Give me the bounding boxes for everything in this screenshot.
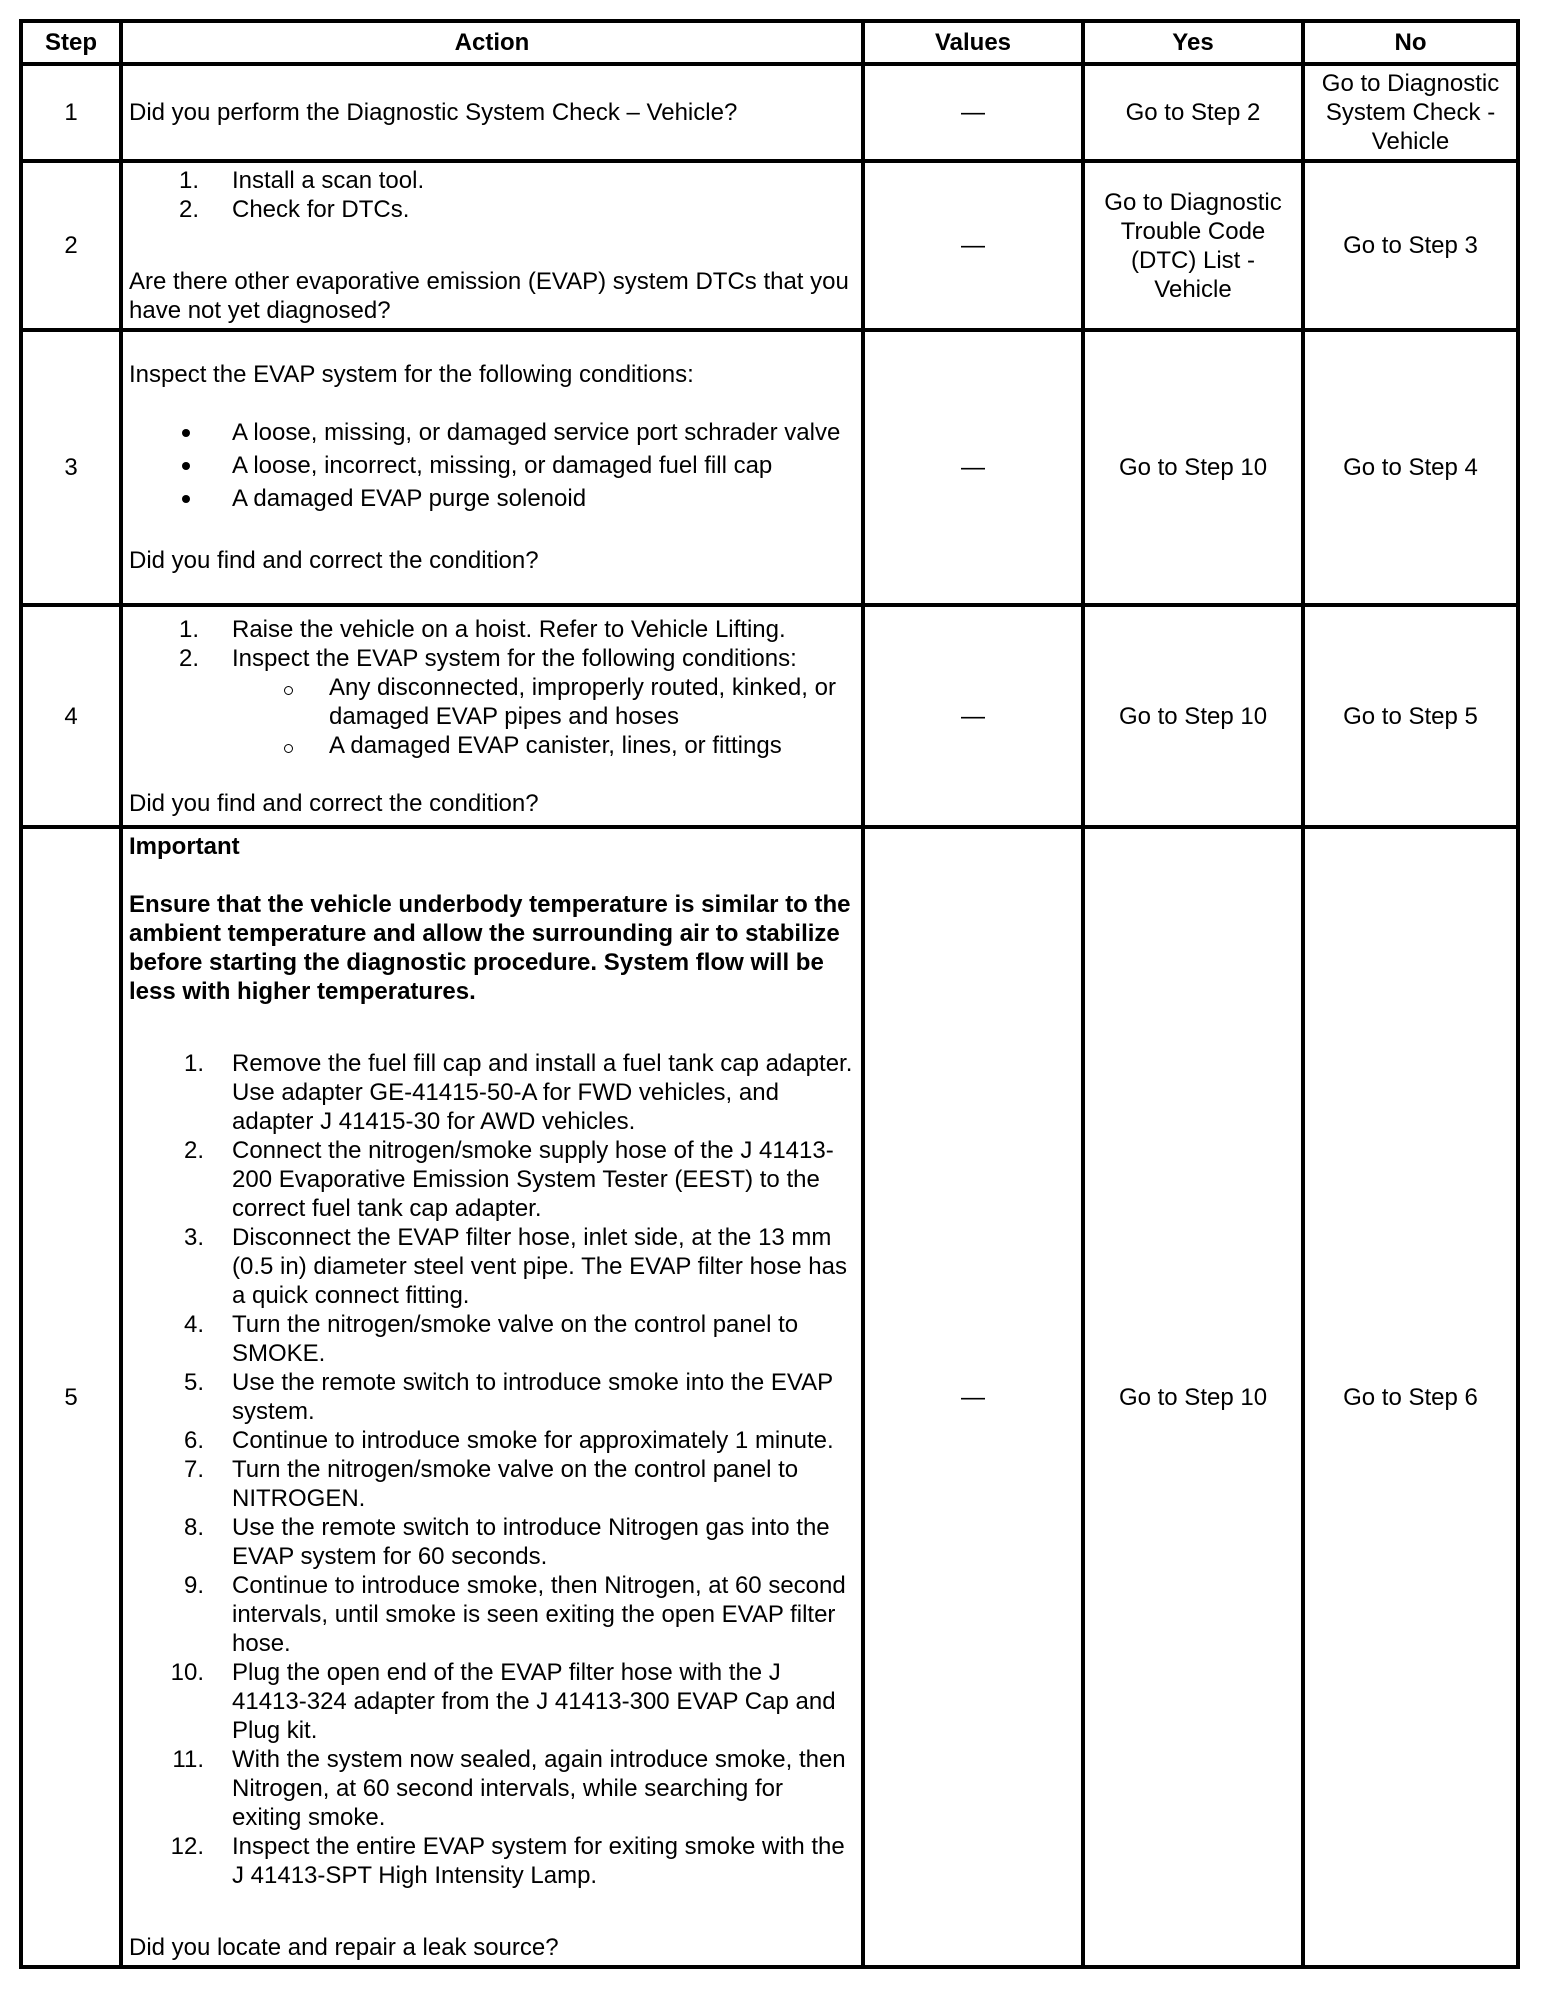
item-number: 9. [183,1572,204,1599]
action-question: Did you locate and repair a leak source? [129,1934,559,1961]
header-no: No [1303,21,1518,64]
important-note: Ensure that the vehicle underbody temperature is similar to the ambient temperature and allow the surrounding air to stabilize before starting the diagnostic procedure. System flow will be less with higher temperatures. [129,891,851,1005]
no-link[interactable]: Go to Step 4 [1303,330,1518,605]
item-number: 8. [183,1514,204,1541]
item-text: With the system now sealed, again introduce smoke, then Nitrogen, at 60 second intervals, while searching for exiting smoke. [232,1746,846,1831]
item-text: Turn the nitrogen/smoke valve on the control panel to SMOKE. [232,1311,799,1367]
item-number: 4. [183,1311,204,1338]
header-step: Step [21,21,121,64]
list-item [129,1426,855,1455]
list-item: A loose, incorrect, missing, or damaged fuel fill cap [129,451,855,480]
no-link[interactable]: Go to Step 5 [1303,605,1518,827]
action-question: Did you perform the Diagnostic System Check – Vehicle? [129,99,738,126]
table-row [21,605,1518,827]
item-text: Plug the open end of the EVAP filter hose with the J 41413-324 adapter from the J 41413-300 EVAP Cap and Plug kit. [232,1659,836,1744]
item-text: Continue to introduce smoke, then Nitrogen, at 60 second intervals, until smoke is seen exiting the open EVAP filter hose. [232,1572,846,1657]
condition-list [129,418,855,513]
action-cell [121,64,863,161]
value-cell: — [863,605,1083,827]
step-number: 4 [21,605,121,827]
header-row [21,21,1518,64]
header-values: Values [863,21,1083,64]
item-text: Use the remote switch to introduce smoke into the EVAP system. [232,1369,833,1425]
header-action: Action [121,21,863,64]
list-item [129,166,855,195]
yes-link[interactable]: Go to Step 10 [1083,330,1303,605]
action-cell [121,330,863,605]
yes-link[interactable]: Go to Step 10 [1083,827,1303,1967]
action-steps [129,166,855,224]
action-intro: Inspect the EVAP system for the following conditions: [129,361,694,388]
action-question: Did you find and correct the condition? [129,789,539,817]
item-number: 2. [183,1137,204,1164]
action-question: Are there other evaporative emission (EVAP) system DTCs that you have not yet diagnosed? [129,268,849,324]
list-item [129,1455,855,1513]
yes-link[interactable]: Go to Step 2 [1083,64,1303,161]
item-number: 7. [183,1456,204,1483]
list-item: A loose, missing, or damaged service port schrader valve [129,418,855,447]
list-item [129,1310,855,1368]
item-text: Connect the nitrogen/smoke supply hose of the J 41413-200 Evaporative Emission System Tester (EEST) to the correct fuel tank cap adapter. [232,1137,834,1222]
item-text: Inspect the entire EVAP system for exiting smoke with the J 41413-SPT High Intensity Lamp. [232,1833,845,1889]
sub-condition-list [129,673,855,760]
item-text: Turn the nitrogen/smoke valve on the control panel to NITROGEN. [232,1456,799,1512]
diagnostic-table [19,19,1520,1969]
table-row [21,161,1518,330]
item-number: 2. [178,196,199,223]
table-row [21,64,1518,161]
item-number: 12. [170,1833,204,1860]
action-cell [121,605,863,827]
no-link[interactable]: Go to Step 6 [1303,827,1518,1967]
header-yes: Yes [1083,21,1303,64]
list-item [129,1571,855,1658]
list-item [129,1223,855,1310]
important-label: Important [129,833,240,860]
item-text: Disconnect the EVAP filter hose, inlet side, at the 13 mm (0.5 in) diameter steel vent pipe. The EVAP filter hose has a quick connect fitting. [232,1224,847,1309]
item-number: 10. [170,1659,204,1686]
item-text: Use the remote switch to introduce Nitrogen gas into the EVAP system for 60 seconds. [232,1514,830,1570]
no-link[interactable]: Go to Step 3 [1303,161,1518,330]
value-cell: — [863,161,1083,330]
item-text: Remove the fuel fill cap and install a fuel tank cap adapter. Use adapter GE-41415-50-A for FWD vehicles, and adapter J 41415-30 for AWD vehicles. [232,1050,853,1135]
item-number: 5. [183,1369,204,1396]
step-number: 5 [21,827,121,1967]
step-number: 1 [21,64,121,161]
item-number: 1. [183,1050,204,1077]
value-cell: — [863,827,1083,1967]
action-cell [121,161,863,330]
list-item [129,1658,855,1745]
item-text: Check for DTCs. [232,196,410,223]
item-number: 6. [183,1427,204,1454]
value-cell: — [863,330,1083,605]
action-steps [129,1049,855,1890]
action-question: Did you find and correct the condition? [129,547,539,574]
list-item [129,615,855,644]
item-text: Continue to introduce smoke for approximately 1 minute. [232,1427,834,1454]
list-item [129,195,855,224]
list-item [129,1368,855,1426]
list-item [129,1832,855,1890]
no-link[interactable]: Go to Diagnostic System Check - Vehicle [1303,64,1518,161]
list-item: A damaged EVAP canister, lines, or fittings [129,731,855,760]
yes-link[interactable]: Go to Diagnostic Trouble Code (DTC) List - Vehicle [1083,161,1303,330]
item-number: 1. [178,167,199,194]
list-item: Any disconnected, improperly routed, kinked, or damaged EVAP pipes and hoses [129,673,855,731]
step-number: 3 [21,330,121,605]
item-number: 11. [172,1746,204,1773]
item-number: 3. [183,1224,204,1251]
action-cell [121,827,863,1967]
list-item: A damaged EVAP purge solenoid [129,484,855,513]
list-item [129,1745,855,1832]
step-number: 2 [21,161,121,330]
yes-link[interactable]: Go to Step 10 [1083,605,1303,827]
list-item [129,1513,855,1571]
list-item [129,1049,855,1136]
action-steps [129,615,855,673]
item-text: Inspect the EVAP system for the following conditions: [232,644,797,672]
list-item [129,1136,855,1223]
table-row [21,330,1518,605]
item-text: Install a scan tool. [232,167,425,194]
item-text: Raise the vehicle on a hoist. Refer to Vehicle Lifting. [232,615,786,643]
list-item [129,644,855,673]
item-number: 1. [178,615,199,643]
value-cell: — [863,64,1083,161]
table-row [21,827,1518,1967]
item-number: 2. [178,644,199,672]
